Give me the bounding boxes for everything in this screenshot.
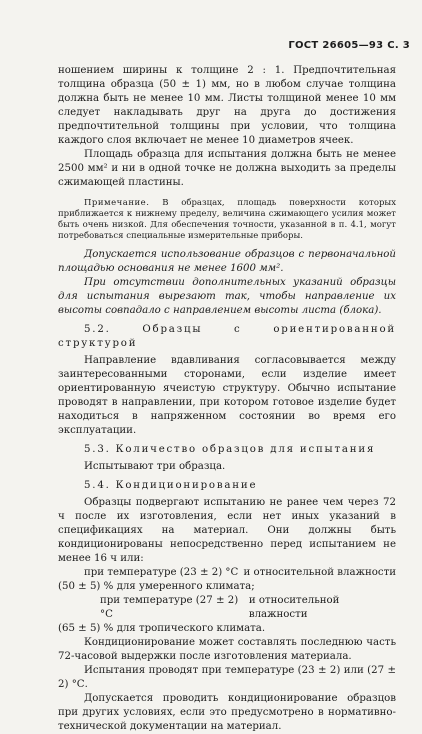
paragraph-test-temperature: Испытания проводят при температуре (23 ± 2) или (27 ± 2) °С.: [58, 665, 396, 690]
note-lead: Примечание.: [84, 198, 150, 208]
paragraph-conditioning-72h: Кондиционирование может составлять последнюю часть 72-часовой выдержки после изготовления материала.: [58, 637, 396, 662]
paragraph-width-thickness: ношением ширины к толщине 2 : 1. Предпочтительная толщина образца (50 ± 1) мм, но в любом случае толщина должна быть не менее 10 мм. Листы толщиной менее 10 мм следует накладывать друг на друга до достижения предпочтительной толщины при условии, что толщина каждого слоя включает не менее 10 диаметров ячеек.: [58, 65, 396, 146]
note-block: [58, 198, 396, 242]
condition-temperate-temp: при температуре (23 ± 2) °С: [84, 567, 239, 578]
section-5-4-heading: 5.4. Кондиционирование: [84, 480, 258, 491]
condition-temperate-humidity: (50 ± 5) % для умеренного климата;: [58, 581, 255, 592]
paragraph-sample-area: Площадь образца для испытания должна быть не менее 2500 мм² и ни в одной точке не должна выходить за пределы сжимающей пластины.: [58, 149, 396, 188]
note-text: В образцах, площадь поверхности которых приближается к нижнему пределу, величина сжимающего усилия может быть очень низкой. Для обеспечения точности, указанной в п. 4.1, могут потребоваться специальные измерительные приборы.: [58, 198, 396, 241]
condition-temperate-humidity-label: и относительной влажности: [243, 567, 396, 578]
paragraph-conditioning: Образцы подвергают испытанию не ранее чем через 72 ч после их изготовления, если нет иных указаний в спецификациях на материал. Они должны быть кондиционированы непосредственно перед испытанием не менее 16 ч или:: [58, 497, 396, 564]
paragraph-indentation-direction: Направление вдавливания согласовывается между заинтересованными сторонами, если изделие имеет ориентированную ячеистую структуру. Обычно испытание проводят в направлении, при котором готовое изделие будет находиться в напряженном состоянии во время его эксплуатации.: [58, 355, 396, 436]
condition-tropical-humidity-label: и относительной влажности: [248, 595, 340, 620]
paragraph-allowed-area: Допускается использование образцов с первоначальной площадью основания не менее 1600 мм².: [58, 249, 396, 274]
paragraph-three-samples: Испытывают три образца.: [84, 461, 226, 472]
condition-tropical-humidity: (65 ± 5) % для тропического климата.: [58, 623, 266, 634]
paragraph-other-conditions: Допускается проводить кондиционирование образцов при других условиях, если это предусмотрено в нормативно-технической документации на материал.: [58, 693, 396, 732]
document-body: [58, 64, 396, 734]
condition-temperate-line: [58, 566, 396, 580]
condition-tropical-line: [58, 594, 396, 622]
paragraph-cutting-direction: При отсутствии дополнительных указаний образцы для испытания вырезают так, чтобы направление их высоты совпадало с направлением высоты листа (блока).: [58, 277, 396, 316]
page-header: ГОСТ 26605—93 С. 3: [288, 40, 410, 51]
section-5-2-heading: 5.2. Образцы с ориентированной структурой: [58, 324, 396, 349]
condition-tropical-temp: при температуре (27 ± 2) °С: [100, 595, 239, 620]
section-5-3-heading: 5.3. Количество образцов для испытания: [84, 444, 376, 455]
